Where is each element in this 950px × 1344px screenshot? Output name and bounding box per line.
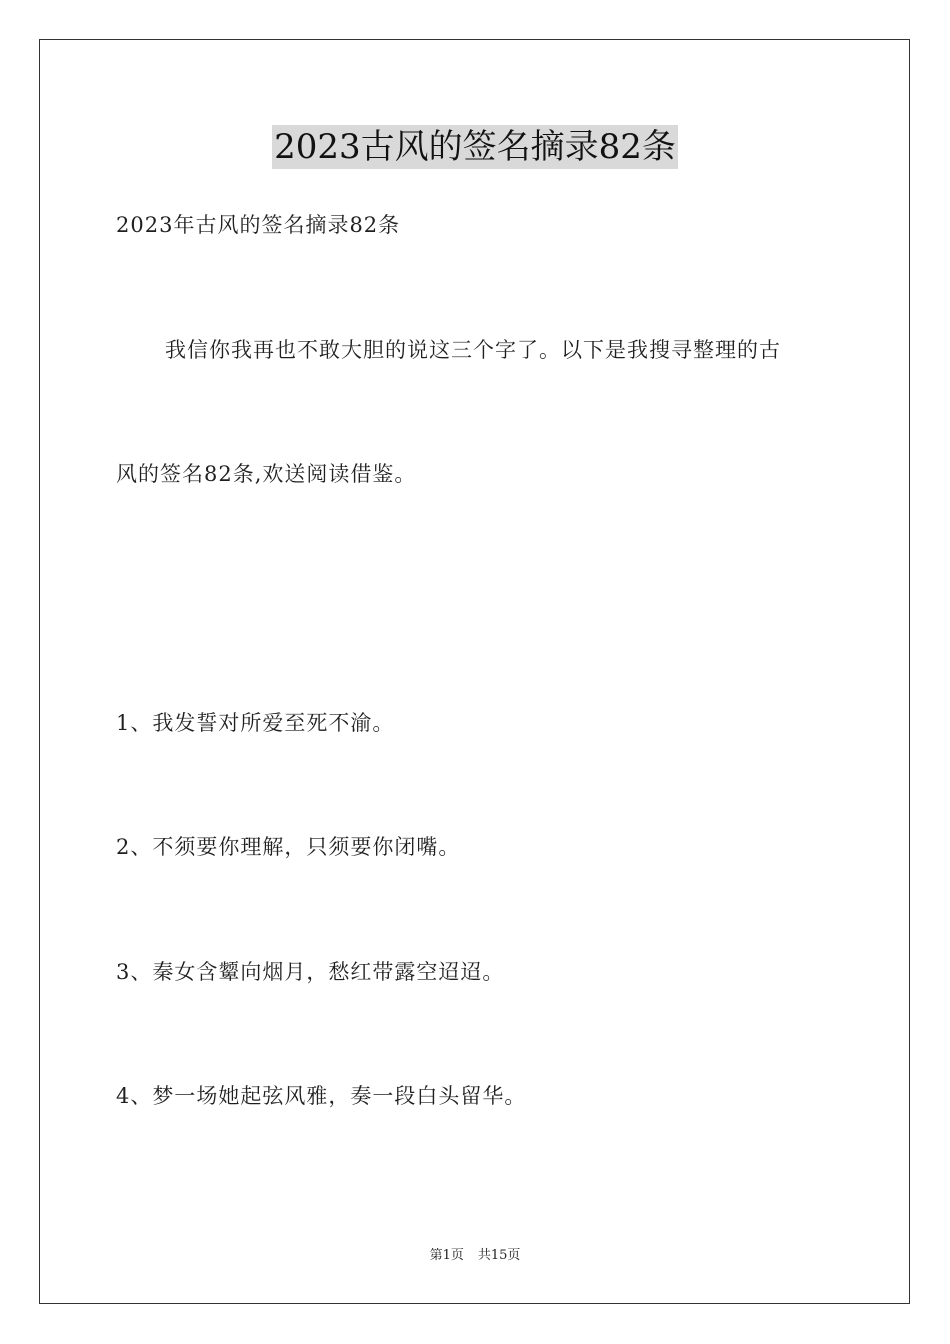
- list-item: 4、梦一场她起弦风雅，奏一段白头留华。: [116, 1084, 527, 1108]
- page-number: 第1页: [429, 1248, 464, 1263]
- page-footer: [0, 1247, 950, 1265]
- title-container: [0, 125, 950, 169]
- list-item: 1、我发誓对所爱至死不渝。: [116, 711, 395, 735]
- intro-paragraph-line-1: 我信你我再也不敢大胆的说这三个字了。以下是我搜寻整理的古: [165, 338, 781, 362]
- intro-paragraph-line-2: 风的签名82条,欢送阅读借鉴。: [116, 462, 417, 486]
- list-item: 3、秦女含颦向烟月，愁红带露空迢迢。: [116, 960, 505, 984]
- page-total: 共15页: [477, 1248, 521, 1263]
- document-subtitle: 2023年古风的签名摘录82条: [116, 213, 401, 237]
- list-item: 2、不须要你理解，只须要你闭嘴。: [116, 835, 461, 859]
- document-title: 2023古风的签名摘录82条: [274, 127, 676, 167]
